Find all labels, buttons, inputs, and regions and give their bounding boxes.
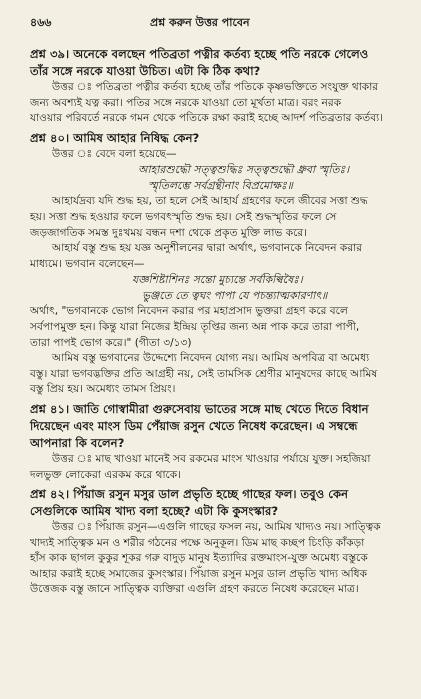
answer-text: উত্তর ঃ পিঁয়াজ রসুন—এগুলি গাছের ফসল নয়, আমিষ খাদ্যও নয়। সাত্ত্বিক bbox=[52, 521, 381, 534]
question-42 bbox=[30, 486, 399, 520]
question-41 bbox=[30, 401, 399, 452]
answer-text: আহার্যদ্রব্য যদি শুদ্ধ হয়, তা হলে সেই আহার্য গ্রহণের ফলে জীবের সত্তা শুদ্ধ bbox=[52, 195, 368, 208]
answer-42 bbox=[30, 520, 399, 598]
question-text: প্রশ্ন ৪২। পিঁয়াজ রসুন মসুর ডাল প্রভৃতি হচ্ছে গাছের ফল। তবুও কেন bbox=[30, 487, 349, 502]
question-text: আপনারা কি বলেন? bbox=[30, 435, 125, 450]
verse-line: যজ্ঞশিষ্টাশিনঃ সন্তো মুচ্যন্তে সর্বকিল্বিষৈঃ। bbox=[132, 273, 303, 287]
answer-text: বস্তু প্রিয় হয়। অমেধ্যং তামস প্রিয়ং। bbox=[30, 383, 176, 396]
answer-text: দলভুক্ত লোকেরা এরকম করে থাকে। bbox=[30, 468, 182, 481]
question-40 bbox=[30, 130, 399, 147]
answer-text: হয়। সত্তা শুদ্ধ হওয়ার ফলে ভগবৎস্মৃতি শুদ্ধ হয়। সেই শুদ্ধস্মৃতির ফলে সে bbox=[30, 210, 337, 223]
question-text: প্রশ্ন ৪১। জাতি গোস্বামীরা গুরুসেবায় ভাতের সঙ্গে মাছ খেতে দিতে বিধান bbox=[30, 401, 369, 416]
answer-text: জন্য অবশ্যই যত্ন করা। পতির সঙ্গে নরকে যাওয়া তো মূর্খতা মাত্র। বরং নরক bbox=[30, 96, 342, 109]
answer-text: উত্তর ঃ মাছ খাওয়া মানেই সব রকমের মাংস খাওয়ার পর্যায়ে যুক্ত। সহজিয়া bbox=[52, 452, 371, 465]
question-text: প্রশ্ন ৩৯। অনেকে বলছেন পতিব্রতা পত্নীর কর্তব্য হচ্ছে পতি নরকে গেলেও bbox=[30, 47, 369, 61]
question-text: সেগুলিকে আমিষ খাদ্য বলা হচ্ছে? এটা কি কুসংস্কার? bbox=[30, 504, 279, 519]
question-text: প্রশ্ন ৪০। আমিষ আহার নিষিদ্ধ কেন? bbox=[30, 130, 200, 145]
answer-39 bbox=[30, 80, 399, 127]
verse-line: আহারশুদ্ধৌ সত্ত্বশুদ্ধিঃ সত্ত্বশুদ্ধৌ ধ্রুবা স্মৃতিঃ। bbox=[138, 163, 350, 177]
answer-text: আহার করাই হচ্ছে সমাজের কুসংস্কার। পিঁয়াজ রসুন মসুর ডাল প্রভৃতি খাদ্য অধিক bbox=[30, 567, 367, 580]
answer-40 bbox=[30, 147, 399, 398]
answer-text: হাঁস কাক ছাগল কুকুর শূকর গরু বাদুড় মানুষ ইত্যাদির রক্তমাংস-যুক্ত অমেধ্য বস্তুকে bbox=[30, 552, 368, 565]
question-39 bbox=[30, 46, 399, 80]
answer-text: মাধ্যমে। ভগবান বলেছেন— bbox=[30, 257, 145, 270]
answer-text: যাওয়ার পরিবর্তে নরকে গমন থেকে পতিকে রক্ষা করাই হচ্ছে আদর্শ পতিব্রতার কর্তব্য। bbox=[30, 112, 383, 125]
answer-text: উত্তেজক বস্তু জানে সাত্ত্বিক ব্যক্তিরা এগুলি গ্রহণ করতে নিষেধ করেছেন মাত্র। bbox=[30, 583, 359, 596]
answer-text: আমিষ বস্তু ভগবানের উদ্দেশ্যে নিবেদন যোগ্য নয়। আমিষ অপবিত্র বা অমেধ্য bbox=[52, 352, 370, 365]
answer-text: সর্বপাপমুক্ত হন। কিন্তু যারা নিজের ইন্দ্রিয় তৃপ্তির জন্য অন্ন পাক করে তারা পাপী, bbox=[30, 320, 360, 333]
running-title: প্রশ্ন করুন উত্তর পাবেন bbox=[150, 16, 250, 29]
question-text: দিয়েছেন এবং মাংস ডিম পেঁয়াজ রসুন খেতে নিষেধ করেছেন। এ সম্বন্ধে bbox=[30, 418, 358, 433]
answer-text: উত্তর ঃ পতিব্রতা পত্নীর কর্তব্য হচ্ছে তাঁর পতিকে কৃষ্ণভক্তিতে সংযুক্ত থাকার bbox=[52, 81, 379, 93]
page-number: ৪৬৬ bbox=[30, 16, 52, 29]
verse-line: ভুঞ্জতে তে ত্বঘং পাপা যে পচন্ত্যাত্মকারণাৎ॥ bbox=[142, 289, 328, 303]
answer-text: তারা পাপই ভোগ করে।" (গীতা ৩/১৩) bbox=[30, 336, 192, 349]
page-header bbox=[30, 14, 399, 32]
answer-text: খাদ্যই সাত্ত্বিক মন ও শরীর গঠনের পক্ষে অনুকূল। ডিম মাছ কচ্ছপ চিংড়ি কাঁকড়া bbox=[30, 536, 365, 549]
verse-line: স্মৃতিলম্ভে সর্বগ্রন্থীনাং বিপ্রমোক্ষঃ॥ bbox=[148, 179, 293, 193]
answer-text: উত্তর ঃ বেদে বলা হয়েছে— bbox=[52, 147, 177, 160]
answer-text: জড়জাগতিক সমস্ত দুঃখময় বন্ধন দশা থেকে প্রকৃত মুক্তি লাভ করে। bbox=[30, 226, 307, 239]
question-text: তাঁর সঙ্গে নরকে যাওয়া উচিত। এটা কি ঠিক কথা? bbox=[30, 64, 261, 78]
answer-41 bbox=[30, 452, 399, 483]
answer-text: অর্থাৎ, "ভগবানকে ভোগ নিবেদন করার পর মহাপ্রসাদ ভুক্তরা গ্রহণ করে বলে bbox=[30, 305, 348, 318]
answer-text: আহার্য বস্তু শুদ্ধ হয় যজ্ঞ অনুশীলনের দ্বারা অর্থাৎ, ভগবানকে নিবেদন করার bbox=[52, 242, 363, 255]
answer-text: বস্তু। যারা ভগবদ্ভক্তির প্রতি আগ্রহী নয়, সেই তামসিক শ্রেণীর মানুষদের কাছে আমিষ bbox=[30, 367, 378, 380]
